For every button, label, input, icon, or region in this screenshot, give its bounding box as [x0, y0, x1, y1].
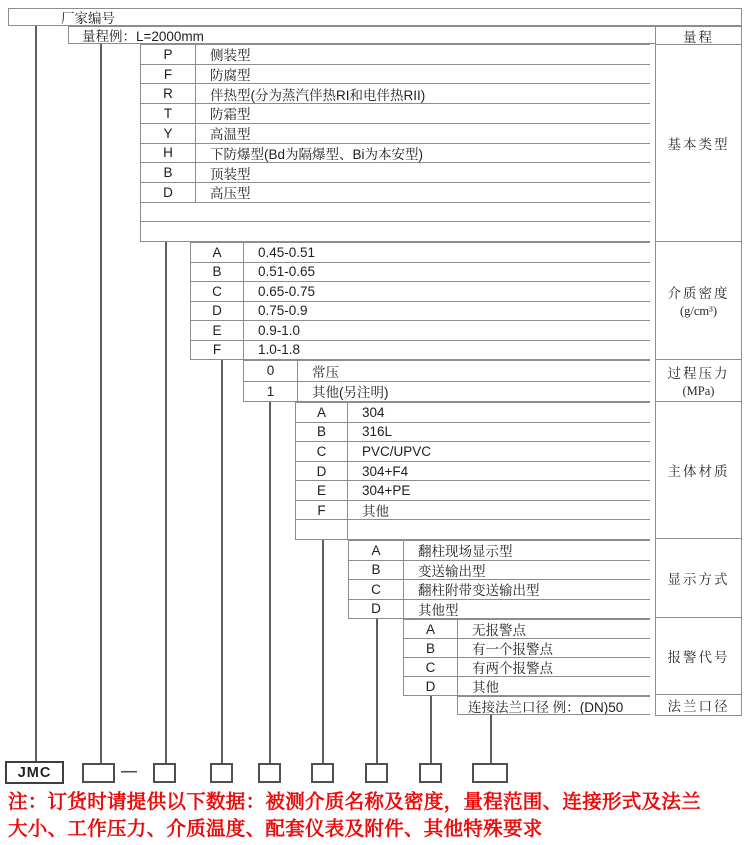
code-cell: B: [296, 423, 348, 442]
factory-number-label: 厂家编号: [61, 11, 115, 25]
table-row: [296, 423, 650, 443]
code-cell: C: [191, 282, 244, 301]
code-cell: H: [141, 144, 196, 163]
code-cell: D: [191, 302, 244, 321]
label-text: 显示方式: [667, 572, 730, 588]
table-row: [349, 541, 650, 561]
desc-cell: 有一个报警点: [472, 642, 553, 657]
table-row: [244, 361, 650, 382]
connector-line-density: [221, 360, 223, 763]
alarm-table: [403, 619, 650, 696]
code-cell: Y: [141, 124, 196, 143]
label-text: 法兰口径: [667, 699, 730, 715]
range-example-box: [68, 26, 655, 44]
code-cell: A: [404, 620, 458, 638]
density-table: [190, 242, 650, 360]
desc-cell: PVC/UPVC: [362, 443, 432, 459]
display-mode-table: [348, 540, 650, 619]
desc-cell: [141, 222, 650, 241]
label-column: [655, 26, 742, 716]
desc-cell: 翻柱现场显示型: [418, 544, 513, 560]
label-unit: (MPa): [682, 383, 715, 398]
label-cell-pressure: [656, 360, 741, 402]
desc-cell: [141, 203, 650, 222]
label-cell-range: [656, 27, 741, 45]
desc-cell: 下防爆型(Bd为隔爆型、Bi为本安型): [210, 146, 424, 162]
order-note-line1: 注：订货时请提供以下数据：被测介质名称及密度，量程范围、连接形式及法兰: [8, 791, 702, 813]
connector-line-factory: [35, 26, 37, 762]
code-cell: A: [349, 541, 404, 560]
code-cell: D: [296, 462, 348, 481]
code-cell: T: [141, 104, 196, 123]
desc-cell: 侧装型: [210, 48, 251, 64]
desc-cell: 304: [362, 404, 385, 420]
desc-cell: 高压型: [210, 186, 251, 202]
code-cell: C: [349, 580, 404, 599]
desc-cell: 其他(另注明): [312, 385, 389, 401]
model-code-box-pressure: [258, 763, 281, 783]
flange-text: 连接法兰口径 例：(DN)50: [468, 699, 624, 714]
table-row: [296, 462, 650, 482]
model-code-box-material: [311, 763, 334, 783]
code-cell: C: [296, 442, 348, 461]
model-prefix-box: JMC: [5, 761, 64, 784]
table-row: [191, 341, 650, 360]
desc-cell: 0.51-0.65: [258, 264, 316, 280]
model-dash: —: [121, 763, 137, 780]
connector-line-range: [100, 44, 102, 763]
table-row: [141, 183, 650, 203]
code-cell: B: [404, 639, 458, 657]
table-row: [141, 65, 650, 85]
label-cell-display-mode: [656, 539, 741, 618]
table-row: [191, 321, 650, 341]
table-row: [141, 84, 650, 104]
pressure-table: [243, 360, 650, 402]
desc-cell: 常压: [312, 364, 339, 380]
table-row: [141, 45, 650, 65]
desc-cell: 顶装型: [210, 166, 251, 182]
range-example-label: 量程例：L=2000mm: [82, 29, 204, 43]
label-text: 介质密度: [667, 286, 730, 302]
table-row: [404, 658, 650, 677]
code-cell: B: [191, 263, 244, 282]
table-row: [349, 600, 650, 619]
code-cell: F: [296, 501, 348, 520]
flange-row: [457, 696, 650, 715]
desc-cell: 1.0-1.8: [258, 342, 301, 358]
model-code-box-range: [82, 763, 115, 783]
table-row: [141, 163, 650, 183]
label-cell-alarm: [656, 618, 741, 695]
code-cell: [296, 520, 348, 539]
connector-line-material: [322, 540, 324, 763]
table-row-empty: [141, 203, 650, 223]
table-row: [191, 243, 650, 263]
desc-cell: 有两个报警点: [472, 661, 553, 676]
code-cell: F: [141, 65, 196, 84]
code-cell: B: [141, 163, 196, 182]
code-cell: B: [349, 561, 404, 580]
code-cell: R: [141, 84, 196, 103]
code-cell: P: [141, 45, 196, 64]
label-cell-flange: [656, 695, 741, 715]
code-cell: D: [141, 183, 196, 202]
model-code-box-alarm: [419, 763, 442, 783]
desc-cell: 伴热型(分为蒸汽伴热RI和电伴热RII): [210, 87, 426, 103]
desc-cell: 0.9-1.0: [258, 322, 301, 338]
table-row: [191, 302, 650, 322]
label-text: 过程压力: [667, 365, 730, 381]
order-note-line2: 大小、工作压力、介质温度、配套仪表及附件、其他特殊要求: [8, 818, 543, 840]
base-type-table: [140, 44, 650, 242]
desc-cell: 0.75-0.9: [258, 303, 308, 319]
table-row: [296, 481, 650, 501]
connector-line-alarm: [430, 696, 432, 763]
label-text: 主体材质: [667, 464, 730, 480]
desc-cell: 其他型: [418, 602, 459, 618]
code-cell: A: [191, 243, 244, 262]
table-row: [296, 442, 650, 462]
connector-line-pressure: [269, 402, 271, 763]
table-row: [349, 561, 650, 581]
model-code-box-base-type: [153, 763, 176, 783]
desc-cell: 防霜型: [210, 107, 251, 123]
table-row: [141, 144, 650, 164]
desc-cell: 0.65-0.75: [258, 283, 316, 299]
table-row: [141, 104, 650, 124]
table-row: [296, 403, 650, 423]
desc-cell: 防腐型: [210, 68, 251, 84]
label-text: 量程: [683, 29, 714, 45]
connector-line-base-type: [165, 242, 167, 763]
desc-cell: 翻柱附带变送输出型: [418, 583, 540, 599]
label-cell-base-type: [656, 45, 741, 242]
desc-cell: 高温型: [210, 127, 251, 143]
table-row: [296, 501, 650, 521]
desc-cell: 其他: [472, 680, 499, 695]
table-row-empty: [141, 222, 650, 241]
desc-cell: 0.45-0.51: [258, 244, 316, 260]
connector-line-flange: [490, 715, 492, 763]
code-cell: C: [404, 658, 458, 676]
table-row-empty: [296, 520, 650, 539]
code-cell: 0: [244, 361, 298, 381]
code-cell: 1: [244, 382, 298, 402]
desc-cell: 无报警点: [472, 623, 526, 638]
desc-cell: [348, 520, 650, 539]
code-cell: A: [296, 403, 348, 422]
table-row: [141, 124, 650, 144]
label-unit: (g/cm³): [679, 304, 718, 319]
model-code-box-density: [210, 763, 233, 783]
label-text: 基本类型: [667, 137, 730, 153]
label-cell-density: [656, 242, 741, 360]
factory-number-box: [8, 8, 742, 26]
label-text: 报警代号: [667, 650, 730, 666]
table-row: [404, 639, 650, 658]
desc-cell: 变送输出型: [418, 563, 486, 579]
connector-line-display: [376, 619, 378, 763]
code-cell: D: [404, 677, 458, 695]
table-row: [244, 382, 650, 402]
label-cell-material: [656, 402, 741, 540]
material-table: [295, 402, 650, 540]
model-code-box-display: [365, 763, 388, 783]
table-row: [191, 282, 650, 302]
table-row: [349, 580, 650, 600]
code-cell: E: [191, 321, 244, 340]
desc-cell: 其他: [362, 504, 389, 520]
code-cell: D: [349, 600, 404, 619]
desc-cell: 304+F4: [362, 463, 409, 479]
order-note: [8, 789, 750, 843]
table-row: [404, 620, 650, 639]
desc-cell: 316L: [362, 424, 393, 440]
code-cell: E: [296, 481, 348, 500]
model-code-box-flange: [472, 763, 508, 783]
table-row: [404, 677, 650, 695]
table-row: [191, 263, 650, 283]
desc-cell: 304+PE: [362, 483, 411, 499]
code-cell: F: [191, 341, 244, 360]
